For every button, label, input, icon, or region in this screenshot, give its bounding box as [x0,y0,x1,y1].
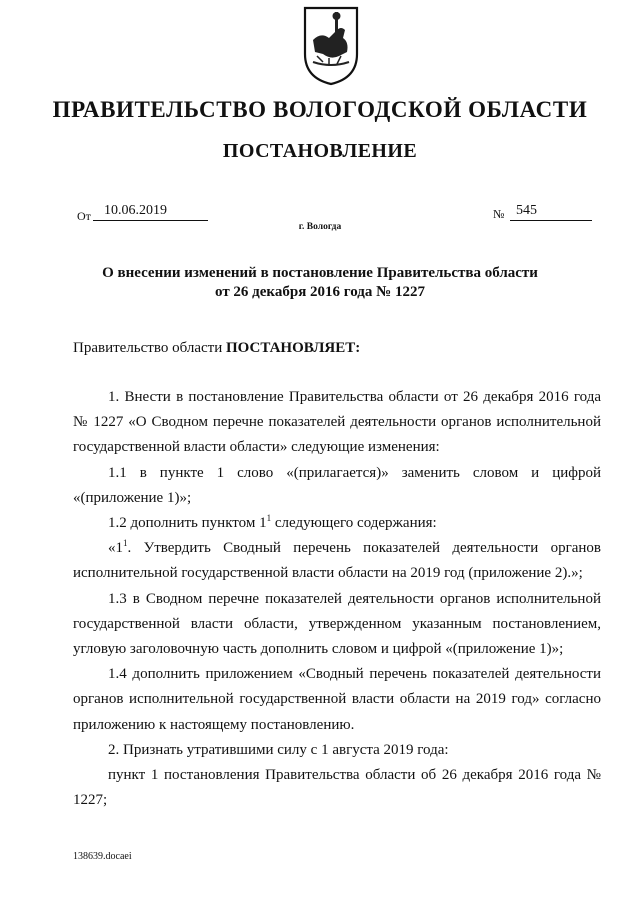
paragraph-2-item: пункт 1 постановления Правительства области об 26 декабря 2016 года № 1227; [73,767,601,809]
document-type: ПОСТАНОВЛЕНИЕ [222,140,418,162]
paragraph-1-2-tail: следующего содержания: [271,515,437,532]
paragraph-1-2-text: 1.2 дополнить пунктом 1 [108,515,267,532]
paragraph-quote-text: . Утвердить Сводный перечень показателей деятельности органов исполнительной государственной власти области на 2019 год (приложение 2).»; [73,540,601,582]
superscript: 1 [266,513,272,524]
paragraph-1-3: 1.3 в Сводном перечне показателей деятельности органов исполнительной государственной власти области, утвержденном указанным постановлением, угловую заголовочную часть дополнить словом и цифрой «(приложение 1)»; [73,590,601,658]
coat-of-arms-icon [299,4,363,88]
document-subject [70,264,570,302]
number-prefix: № [493,207,505,221]
superscript: 1 [123,538,128,549]
paragraph-1-2 [73,511,601,536]
paragraph-1: 1. Внести в постановление Правительства области от 26 декабря 2016 года № 1227 «О Сводном перечне показателей деятельности органов исполнительной государственной власти области» следующие изменения: [73,389,601,456]
city: г. Вологда [298,222,342,232]
document-number: 545 [510,203,592,221]
subject-line-1: О внесении изменений в постановление Правительства области [102,265,538,281]
paragraph-quote [73,536,601,586]
paragraph-2: 2. Признать утратившими силу с 1 августа 2019 года: [108,741,449,758]
document-body [73,385,601,813]
paragraph-1-1: 1.1 в пункте 1 слово «(прилагается)» заменить словом и цифрой «(приложение 1)»; [73,464,601,506]
preamble-resolves: ПОСТАНОВЛЯЕТ: [225,340,361,356]
date-prefix: От [77,209,91,223]
subject-line-2: от 26 декабря 2016 года № 1227 [215,284,425,300]
document-date: 10.06.2019 [93,203,208,221]
government-title: ПРАВИТЕЛЬСТВО ВОЛОГОДСКОЙ ОБЛАСТИ [52,97,588,122]
preamble [73,340,360,357]
paragraph-quote-open: «1 [108,540,123,557]
file-code: 138639.docaei [73,851,132,862]
preamble-text: Правительство области [73,340,226,356]
paragraph-1-4: 1.4 дополнить приложением «Сводный перечень показателей деятельности органов исполнительной государственной власти области на 2019 год» согласно приложению к настоящему постановлению. [73,666,601,733]
